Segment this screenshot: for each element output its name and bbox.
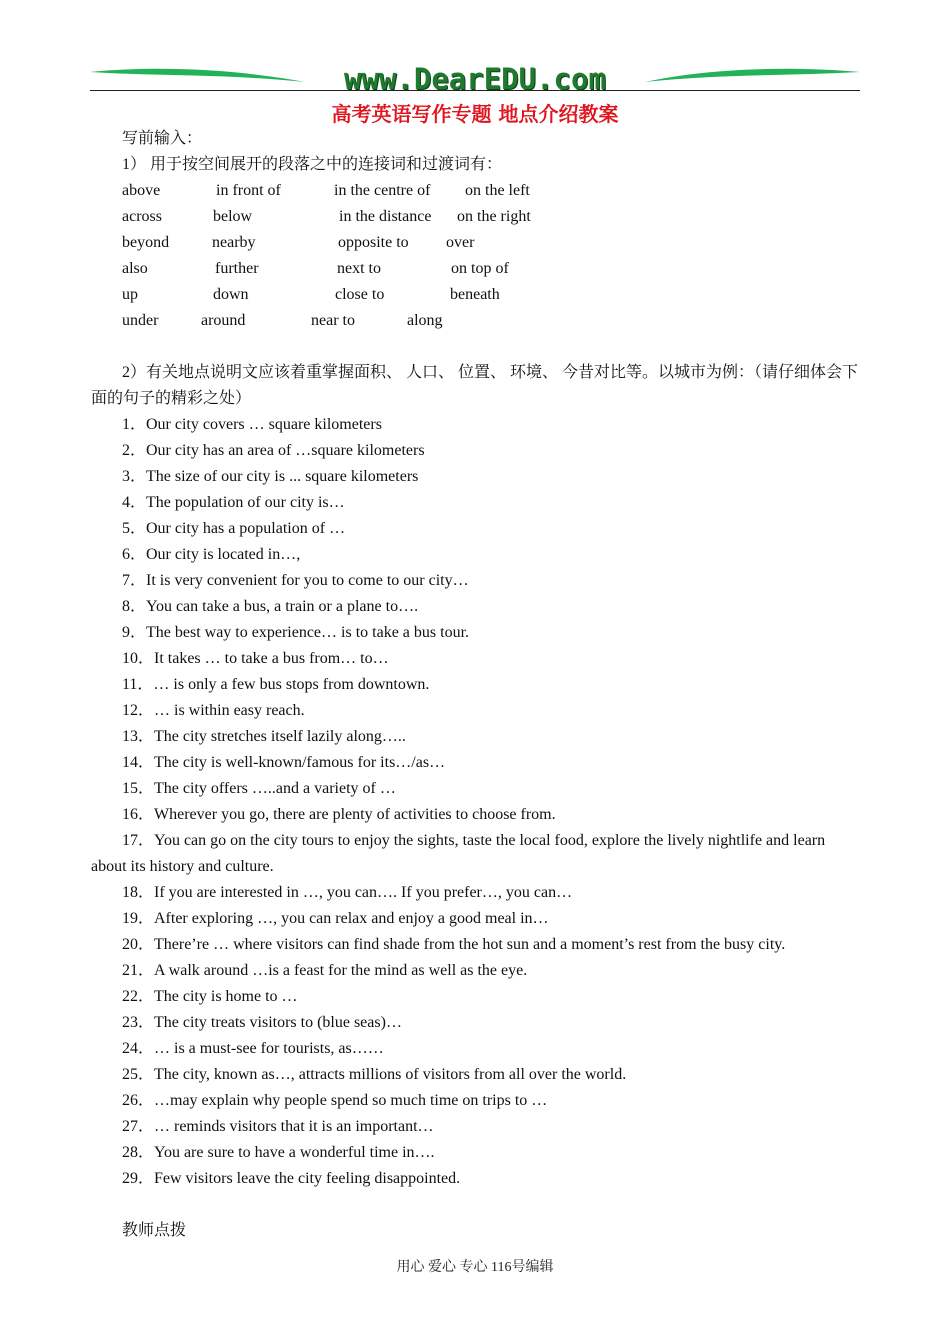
sentence-item: 16．Wherever you go, there are plenty of activities to choose from. [122, 806, 556, 823]
vocab-word: next to [337, 260, 381, 277]
vocab-row [91, 256, 861, 282]
section1-heading: 1） 用于按空间展开的段落之中的连接词和过渡词有： [122, 156, 503, 173]
sentence-item: 6．Our city is located in…, [122, 546, 301, 563]
sentence-list [91, 412, 861, 1192]
vocab-word: opposite to [338, 234, 409, 251]
sentence-item: 9．The best way to experience… is to take a bus tour. [122, 624, 470, 641]
sentence-item: 17．You can go on the city tours to enjoy the sights, taste the local food, explore the lively nightlife and learn about its history and culture. [91, 832, 826, 875]
vocab-word: around [201, 312, 246, 329]
sentence-item: 27．… reminds visitors that it is an important… [122, 1118, 434, 1135]
sentence-item: 28．You are sure to have a wonderful time in…. [122, 1144, 435, 1161]
vocab-word: in front of [216, 182, 281, 199]
sentence-item: 29．Few visitors leave the city feeling disappointed. [122, 1170, 461, 1187]
sentence-item: 18．If you are interested in …, you can…. If you prefer…, you can… [122, 884, 573, 901]
intro-heading: 写前输入： [122, 130, 203, 147]
sentence-item: 23．The city treats visitors to (blue seas)… [122, 1014, 402, 1031]
vocab-word: over [446, 234, 475, 251]
vocab-word: along [407, 312, 443, 329]
site-logo[interactable]: www.DearEDU.com [344, 62, 606, 96]
vocab-row [91, 308, 861, 334]
teacher-heading: 教师点拨 [122, 1222, 187, 1239]
vocab-word: also [122, 260, 148, 277]
vocab-row [91, 204, 861, 230]
section2-paragraph: 2）有关地点说明文应该着重掌握面积、 人口、 位置、 环境、 今昔对比等。以城市为例：（请仔细体会下面的句子的精彩之处） [91, 364, 859, 407]
sentence-item: 26．…may explain why people spend so much time on trips to … [122, 1092, 548, 1109]
sentence-item: 24．… is a must-see for tourists, as…… [122, 1040, 384, 1057]
sentence-item: 5．Our city has a population of … [122, 520, 346, 537]
header-divider [90, 90, 860, 91]
vocab-word: beneath [450, 286, 500, 303]
vocab-word: on the left [465, 182, 530, 199]
vocab-word: above [122, 182, 161, 199]
vocab-word: across [122, 208, 162, 225]
sentence-item: 11．… is only a few bus stops from downtown. [122, 676, 430, 693]
vocab-word: near to [311, 312, 355, 329]
sentence-item: 8．You can take a bus, a train or a plane to…. [122, 598, 419, 615]
sentence-item: 2．Our city has an area of …square kilometers [122, 442, 425, 459]
vocab-word: on top of [451, 260, 509, 277]
vocab-row [91, 230, 861, 256]
vocab-row [91, 282, 861, 308]
blank-line [91, 334, 861, 360]
sentence-item: 10．It takes … to take a bus from… to… [122, 650, 389, 667]
sentence-item: 12．… is within easy reach. [122, 702, 305, 719]
sentence-item: 1．Our city covers … square kilometers [122, 416, 382, 433]
sentence-item: 22．The city is home to … [122, 988, 298, 1005]
page-footer: 用心 爱心 专心 116号编辑 [396, 1260, 554, 1275]
vocab-word: nearby [212, 234, 256, 251]
vocab-word: on the right [457, 208, 531, 225]
sentence-item: 21．A walk around …is a feast for the mind as well as the eye. [122, 962, 528, 979]
vocab-word: in the distance [339, 208, 432, 225]
vocab-word: below [213, 208, 253, 225]
sentence-item: 20．There’re … where visitors can find shade from the hot sun and a moment’s rest from the busy city. [122, 936, 786, 953]
sentence-item: 7．It is very convenient for you to come to our city… [122, 572, 469, 589]
sentence-item: 15．The city offers …..and a variety of … [122, 780, 396, 797]
vocab-word: under [122, 312, 159, 329]
vocab-word: down [213, 286, 249, 303]
vocab-word: close to [335, 286, 385, 303]
vocab-word: further [215, 260, 259, 277]
sentence-item: 25．The city, known as…, attracts millions of visitors from all over the world. [122, 1066, 627, 1083]
vocab-row [91, 178, 861, 204]
blank-line [91, 1192, 861, 1218]
page-header [90, 60, 860, 100]
sentence-item: 14．The city is well-known/famous for its…/as… [122, 754, 446, 771]
vocab-word: in the centre of [334, 182, 431, 199]
document-body [91, 126, 861, 1244]
vocab-word: beyond [122, 234, 170, 251]
vocab-word: up [122, 286, 138, 303]
sentence-item: 19．After exploring …, you can relax and enjoy a good meal in… [122, 910, 549, 927]
sentence-item: 3．The size of our city is ... square kilometers [122, 468, 419, 485]
document-title: 高考英语写作专题 地点介绍教案 [331, 102, 619, 126]
vocab-table [91, 178, 861, 334]
sentence-item: 13．The city stretches itself lazily along….. [122, 728, 406, 745]
sentence-item: 4．The population of our city is… [122, 494, 345, 511]
